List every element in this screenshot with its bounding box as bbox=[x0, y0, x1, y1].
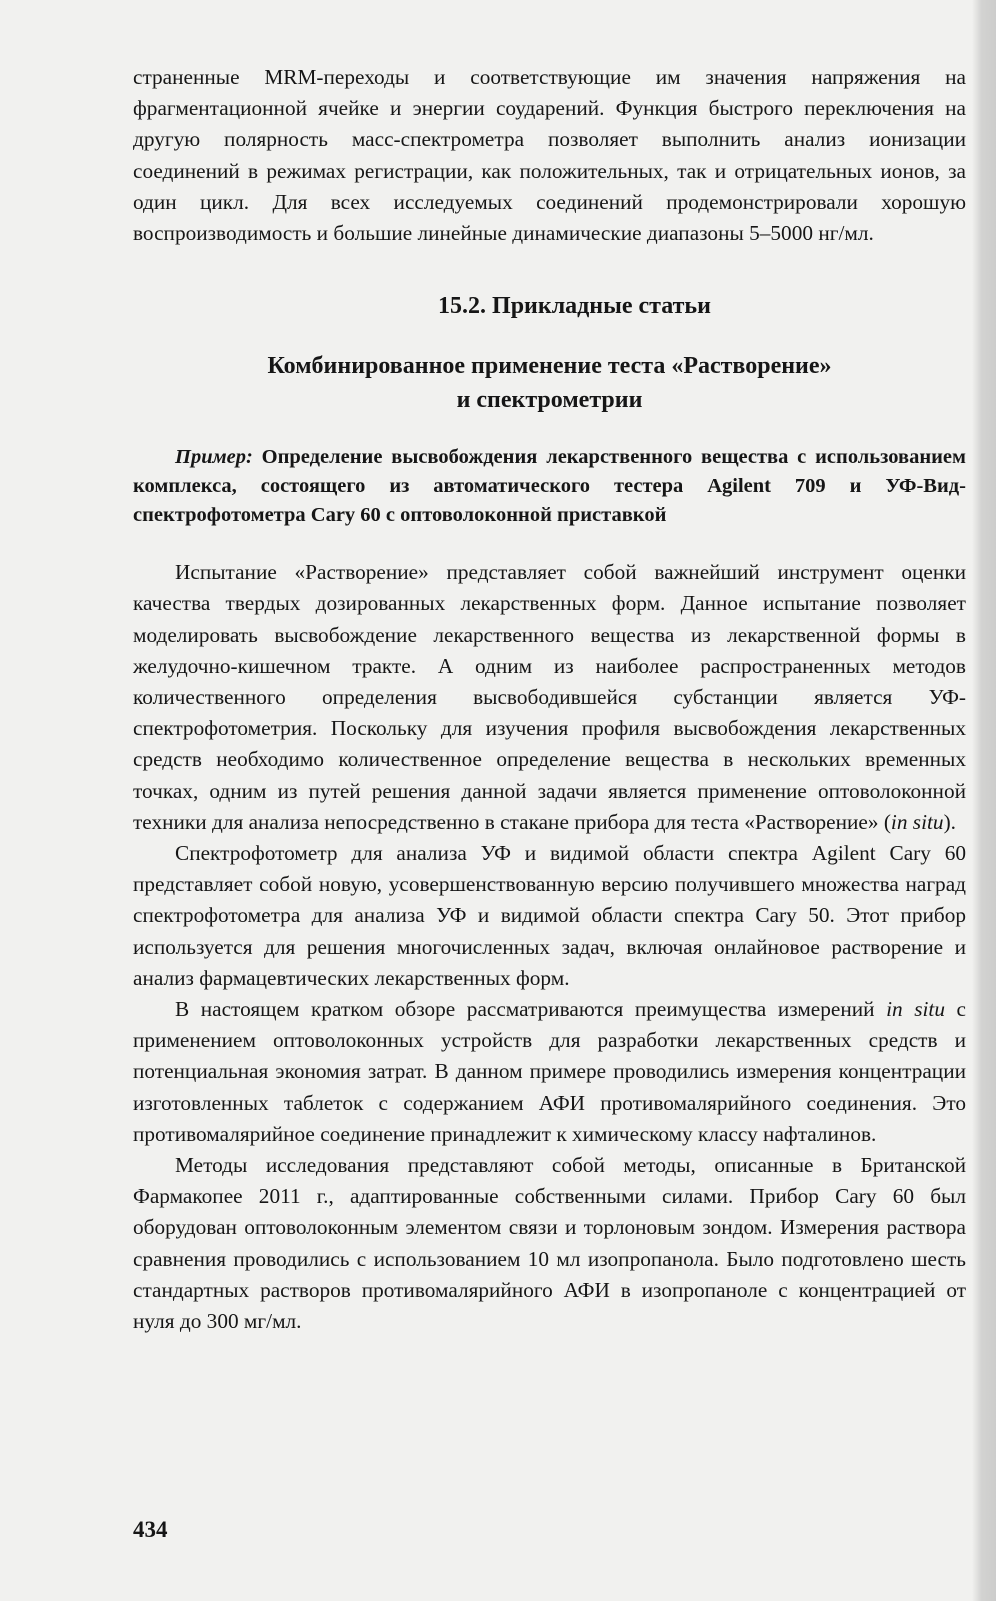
article-title bbox=[133, 349, 966, 417]
paragraph-in-situ-review bbox=[133, 994, 966, 1150]
page-number: 434 bbox=[133, 1517, 168, 1542]
paragraph-methods: Методы исследования представляют собой методы, описанные в Британской Фармакопее 2011 г., адаптированные собственными силами. Прибор Cary 60 был оборудован оптоволоконным элементом связи и торлоновым зондом. Измерения раствора сравнения проводились с использованием 10 мл изопропанола. Было подготовлено шесть стандартных растворов противомалярийного АФИ в изопропаноле с концентрацией от нуля до 300 мг/мл. bbox=[133, 1153, 966, 1334]
paragraph-dissolution-test bbox=[133, 557, 966, 838]
paragraph-cary-60: Спектрофотометр для анализа УФ и видимой области спектра Agilent Cary 60 представляет собой новую, усовершенствованную версию получившего множества наград спектрофотометра для анализа УФ и видимой области спектра Cary 50. Этот прибор используется для решения многочисленных задач, включая онлайновое растворение и анализ фармацевтических лекарственных форм. bbox=[133, 841, 966, 990]
paragraph-3-italic: in situ bbox=[886, 997, 945, 1022]
example-text: Определение высвобождения лекарственного вещества с использованием комплекса, состоящего из автоматического тестера Agilent 709 и УФ-Вид-спектрофотометра Cary 60 с оптоволоконной приставкой bbox=[133, 446, 966, 527]
body-text bbox=[133, 557, 966, 1337]
paragraph-3-text-b: с применением оптоволоконных устройств для разработки лекарственных средств и потенциальная экономия затрат. В данном примере проводились измерения концентрации изготовленных таблеток с содержанием АФИ противомалярийного соединения. Это противомалярийное соединение принадлежит к химическому классу нафталинов. bbox=[133, 997, 966, 1146]
example-lead: Пример: bbox=[175, 446, 253, 469]
article-title-line1: Комбинированное применение теста «Растворение» bbox=[267, 353, 832, 380]
example-heading bbox=[133, 443, 966, 530]
paragraph-1-italic: in situ bbox=[890, 809, 944, 834]
paragraph-1-text-b: ). bbox=[943, 809, 957, 834]
article-title-line2: и спектрометрии bbox=[456, 387, 643, 414]
intro-paragraph: страненные MRM-переходы и соответствующие им значения напряжения на фрагментационной ячейке и энергии соударений. Функция быстрого переключения на другую полярность масс-спектрометра позволяет выполнить анализ ионизации соединений в режимах регистрации, как положительных, так и отрицательных ионов, за один цикл. Для всех исследуемых соединений продемонстрировали хорошую воспроизводимость и большие линейные динамические диапазоны 5–5000 нг/мл. bbox=[133, 65, 966, 246]
paragraph-3-text-a: В настоящем кратком обзоре рассматриваются преимущества измерений bbox=[175, 997, 887, 1022]
scan-shadow-edge bbox=[972, 0, 996, 1601]
page-content bbox=[133, 62, 966, 1337]
paragraph-1-text-a: Испытание «Растворение» представляет собой важнейший инструмент оценки качества твердых дозированных лекарственных форм. Данное испытание позволяет моделировать высвобождение лекарственного вещества из лекарственной формы в желудочно-кишечном тракте. А одним из наиболее распространенных методов количественного определения высвободившейся субстанции является УФ-спектрофотометрия. Поскольку для изучения профиля высвобождения лекарственных средств необходимо количественное определение вещества в нескольких временных точках, одним из путей решения данной задачи является применение оптоволоконной техники для анализа непосредственно в стакане прибора для теста «Растворение» ( bbox=[133, 560, 966, 834]
section-title: 15.2. Прикладные статьи bbox=[438, 293, 711, 320]
